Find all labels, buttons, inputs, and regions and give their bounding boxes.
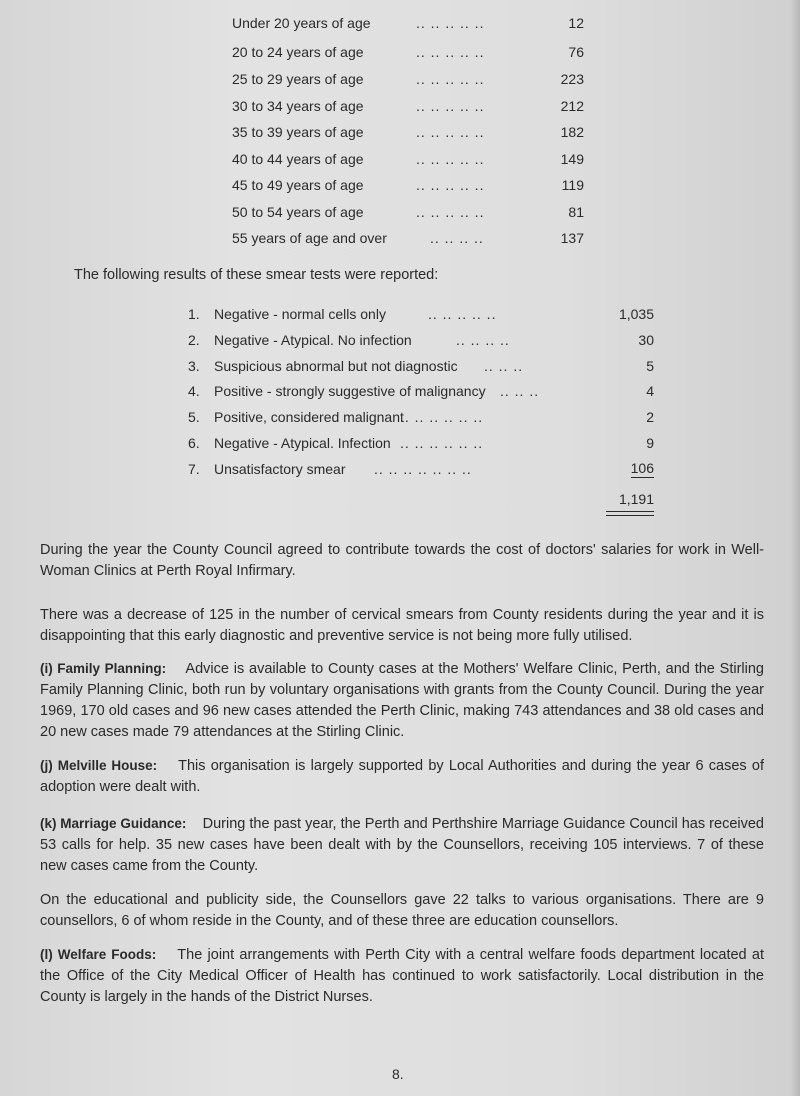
leader-dots: .. .. .. .. .. [416, 15, 485, 31]
age-count: 149 [560, 151, 584, 167]
age-count: 81 [568, 204, 584, 220]
age-row [232, 69, 584, 89]
age-count: 212 [560, 98, 584, 114]
result-count: 4 [646, 383, 654, 399]
result-row [188, 330, 654, 350]
result-row [188, 433, 654, 453]
age-row [232, 96, 584, 116]
result-row [188, 407, 654, 427]
age-label: 30 to 34 years of age [232, 98, 364, 114]
result-number: 7. [188, 461, 200, 477]
result-number: 6. [188, 435, 200, 451]
paragraph-welfare-foods [40, 944, 764, 1008]
result-count: 2 [646, 409, 654, 425]
leader-dots: .. .. .. .. [430, 230, 484, 246]
result-label: Negative - Atypical. Infection [214, 435, 391, 451]
leader-dots: .. .. .. .. .. [416, 71, 485, 87]
age-label: 50 to 54 years of age [232, 204, 364, 220]
result-label: Unsatisfactory smear [214, 461, 346, 477]
age-row [232, 122, 584, 142]
result-count: 1,035 [618, 306, 654, 322]
age-label: 20 to 24 years of age [232, 44, 364, 60]
result-count: 30 [638, 332, 654, 348]
paragraph-counsellors: On the educational and publicity side, the Counsellors gave 22 talks to various organisations. There are 9 counsellors, 6 of whom reside in the County, and of these three are education counsellors. [40, 892, 764, 929]
section-text: This organisation is largely supported by Local Authorities and during the year 6 cases of adoption were dealt with. [40, 758, 764, 795]
result-count: 9 [646, 435, 654, 451]
leader-dots: .. .. .. .. .. .. .. [374, 461, 472, 477]
leader-dots: .. .. .. .. [456, 332, 510, 348]
section-text: Advice is available to County cases at the Mothers' Welfare Clinic, Perth, and the Stirling Family Planning Clinic, both run by voluntary organisations with grants from the County Council. During the year 1969, 170 old cases and 96 new cases attended the Perth Clinic, making 743 attendances and 38 old cases and 20 new cases made 79 attendances at the Stirling Clinic. [40, 661, 764, 740]
result-label: Suspicious abnormal but not diagnostic [214, 358, 458, 374]
result-number: 1. [188, 306, 200, 322]
age-row [232, 42, 584, 62]
leader-dots: .. .. .. .. .. [416, 177, 485, 193]
age-row [232, 228, 584, 248]
section-heading: (k) Marriage Guidance: [40, 816, 187, 831]
result-number: 4. [188, 383, 200, 399]
section-heading: (j) Melville House: [40, 758, 158, 773]
leader-dots: .. .. .. .. .. [416, 151, 485, 167]
age-row [232, 202, 584, 222]
leader-dots: .. .. .. .. .. [416, 124, 485, 140]
double-underline [606, 511, 654, 516]
age-count: 137 [560, 230, 584, 246]
result-row [188, 304, 654, 324]
leader-dots: .. .. .. .. .. [416, 44, 485, 60]
result-label: Negative - normal cells only [214, 306, 386, 322]
section-text: The joint arrangements with Perth City with a central welfare foods department located at the Office of the City Medical Officer of Health has continued to work satisfactorily. Local distribution in the County is largely in the hands of the District Nurses. [40, 947, 764, 1005]
age-label: 55 years of age and over [232, 230, 387, 246]
age-count: 76 [568, 44, 584, 60]
age-label: Under 20 years of age [232, 15, 371, 31]
age-label: 25 to 29 years of age [232, 71, 364, 87]
result-number: 5. [188, 409, 200, 425]
age-label: 40 to 44 years of age [232, 151, 364, 167]
leader-dots: .. .. .. .. .. .. [400, 435, 484, 451]
leader-dots: .. .. .. [484, 358, 524, 374]
paragraph-well-woman: During the year the County Council agreed to contribute towards the cost of doctors' salaries for work in Well-Woman Clinics at Perth Royal Infirmary. [40, 542, 764, 579]
age-row [232, 13, 584, 33]
result-count: 106 [630, 460, 654, 476]
section-heading: (i) Family Planning: [40, 661, 167, 676]
result-label: Positive - strongly suggestive of malignancy [214, 383, 486, 399]
paragraph-marriage-guidance [40, 813, 764, 877]
results-intro: The following results of these smear tests were reported: [74, 267, 439, 283]
age-label: 45 to 49 years of age [232, 177, 364, 193]
leader-dots: .. .. .. .. .. [416, 98, 485, 114]
paragraph-melville-house [40, 755, 764, 798]
age-row [232, 175, 584, 195]
leader-dots: .. .. .. .. .. [416, 204, 485, 220]
result-label: Negative - Atypical. No infection [214, 332, 412, 348]
result-row [188, 459, 654, 479]
leader-dots: .. .. .. [500, 383, 540, 399]
age-count: 182 [560, 124, 584, 140]
section-text: During the past year, the Perth and Perthshire Marriage Guidance Council has received 53 calls for help. 35 new cases have been dealt with by the Counsellors, receiving 105 interviews. 7 of these new cases came from the County. [40, 816, 764, 874]
results-total: 1,191 [618, 491, 654, 507]
page-number: 8. [392, 1066, 404, 1082]
age-count: 223 [560, 71, 584, 87]
paragraph-cervical-smears: There was a decrease of 125 in the number of cervical smears from County residents during the year and it is disappointing that this early diagnostic and preventive service is not being more fully utilised. [40, 607, 764, 644]
result-count: 5 [646, 358, 654, 374]
section-heading: (l) Welfare Foods: [40, 947, 157, 962]
page-edge-shadow [790, 0, 800, 1096]
age-count: 12 [568, 15, 584, 31]
paragraph-family-planning [40, 658, 764, 743]
age-row [232, 149, 584, 169]
result-row [188, 356, 654, 376]
result-label: Positive, considered malignant [214, 409, 404, 425]
leader-dots: .. .. .. .. .. [428, 306, 497, 322]
result-number: 2. [188, 332, 200, 348]
leader-dots: .. .. .. .. .. .. [400, 409, 484, 425]
age-count: 119 [561, 177, 584, 193]
age-label: 35 to 39 years of age [232, 124, 364, 140]
result-row [188, 381, 654, 401]
result-number: 3. [188, 358, 200, 374]
